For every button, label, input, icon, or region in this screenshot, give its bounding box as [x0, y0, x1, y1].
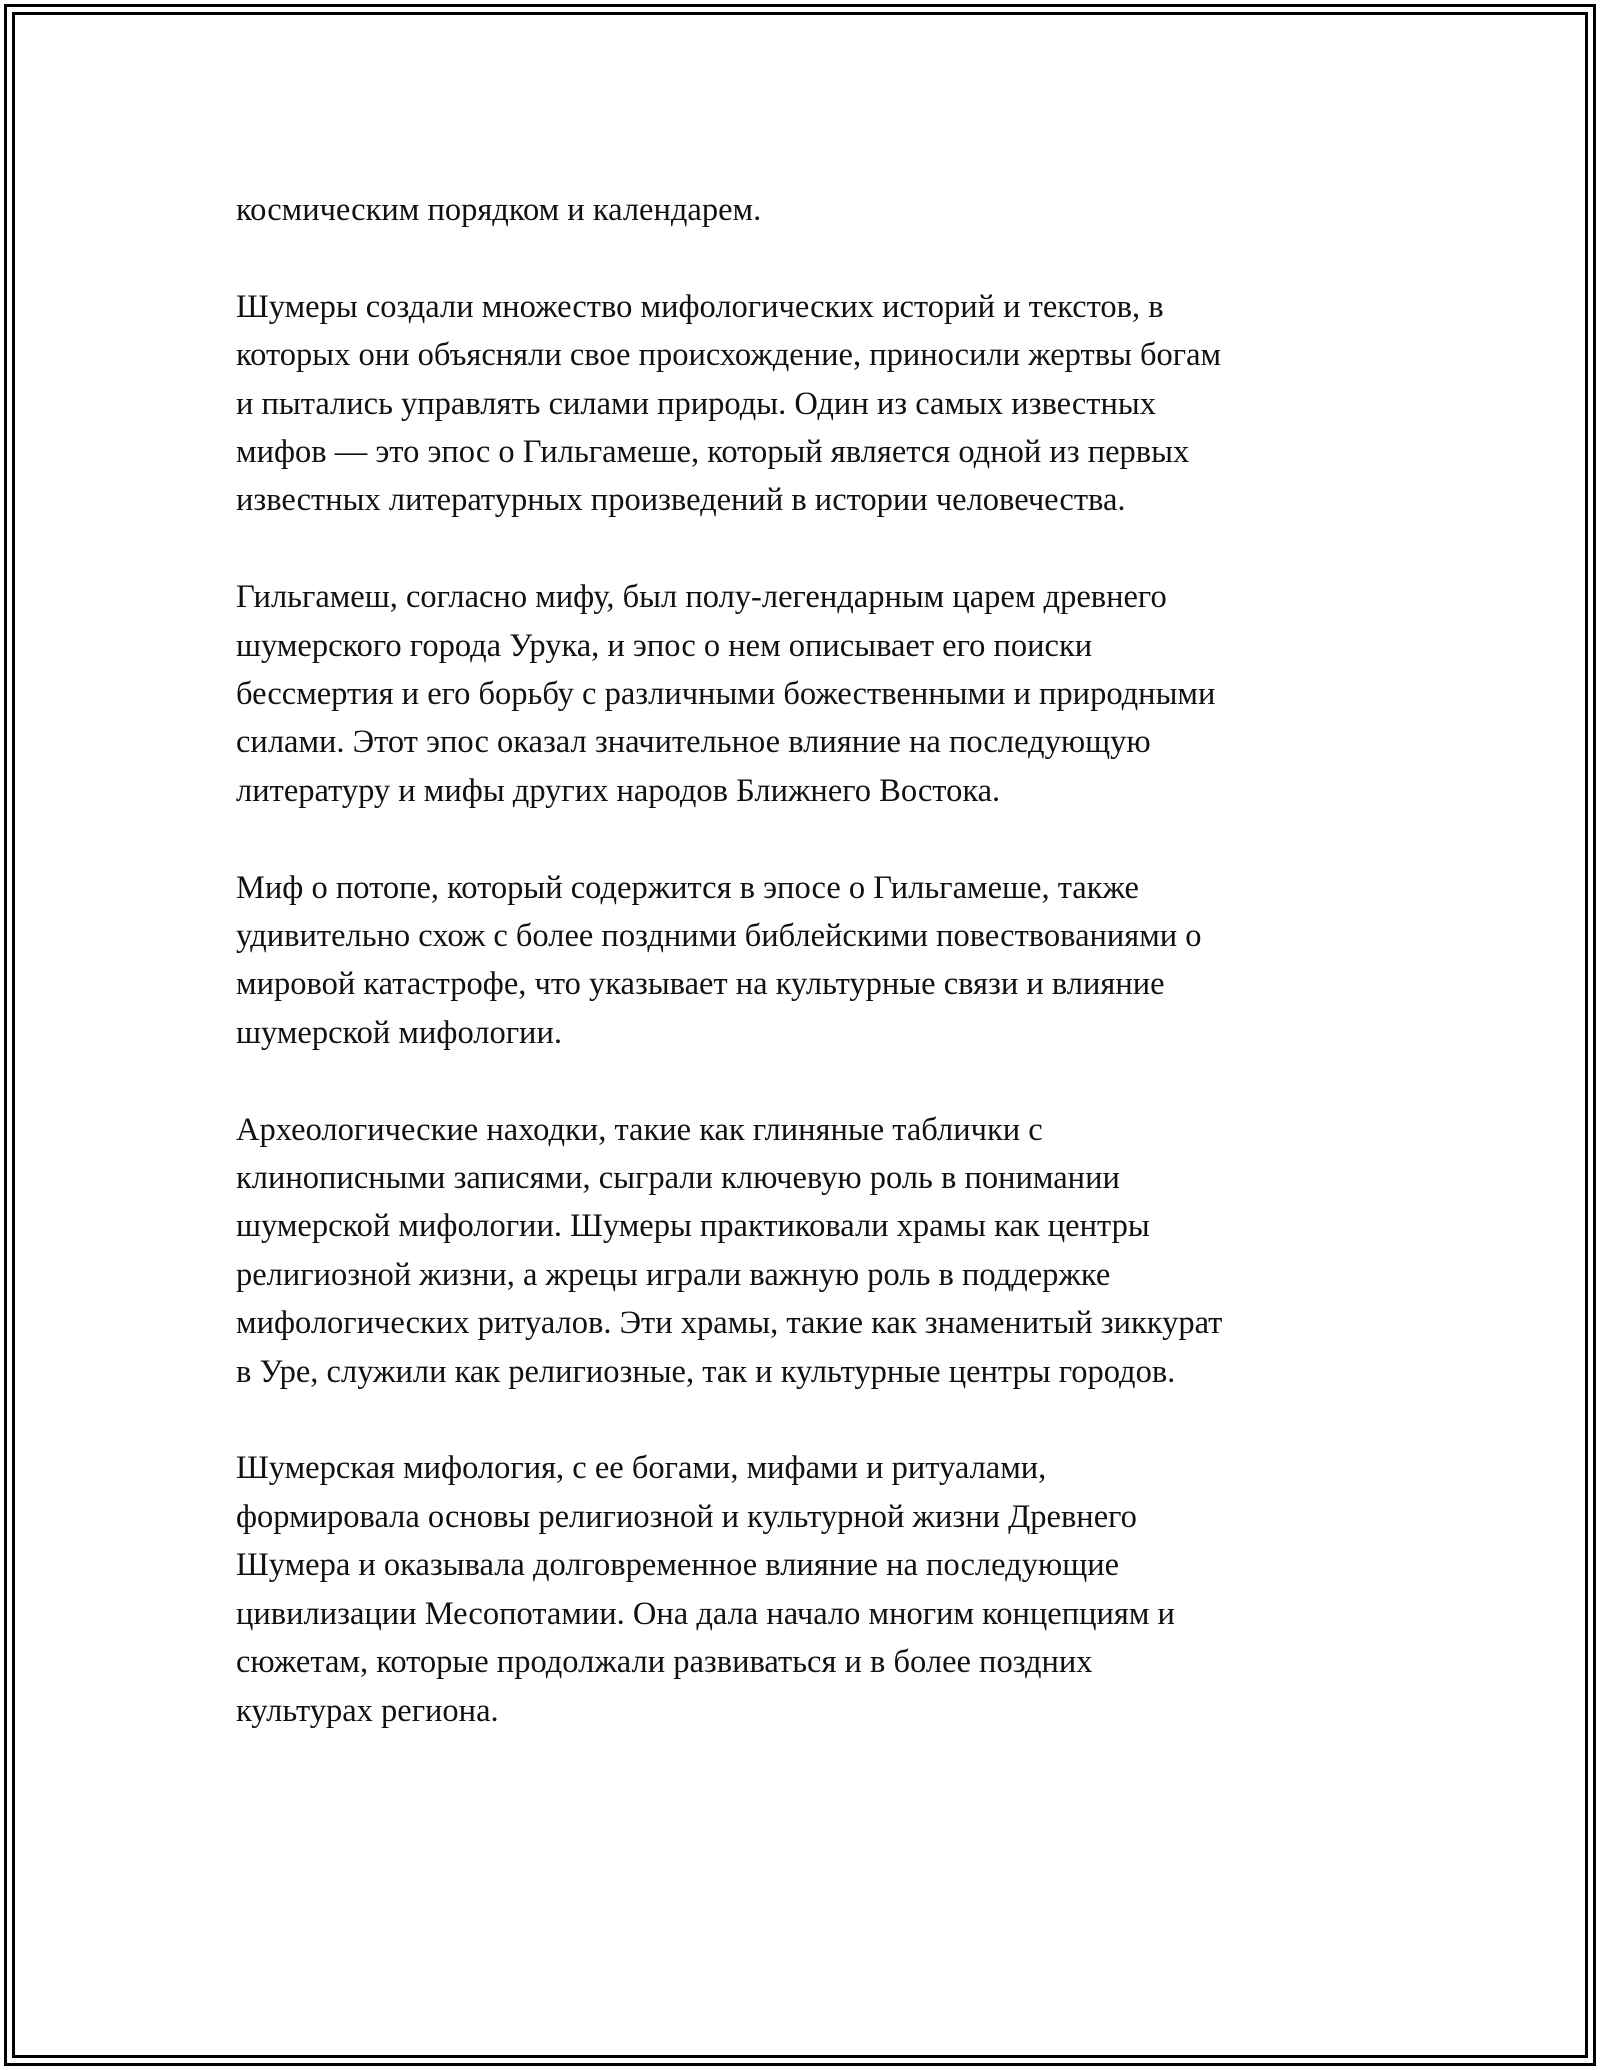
paragraph-4: Миф о потопе, который содержится в эпосе о Гильгамеше, также удивительно схож с более поздними библейскими повествованиями о мировой катастрофе, что указывает на культурные связи и влияние шумерской мифологии.: [236, 869, 1202, 1051]
paragraph-5: Археологические находки, такие как глиняные таблички с клинописными записями, сыграли ключевую роль в понимании шумерской мифологии. Шумеры практиковали храмы как центры религиозной жизни, а жрецы играли важную роль в поддержке мифологических ритуалов. Эти храмы, такие как знаменитый зиккурат в Уре, служили как религиозные, так и культурные центры городов.: [236, 1111, 1223, 1390]
paragraph-3: Гильгамеш, согласно мифу, был полу-легендарным царем древнего шумерского города Урука, и эпос о нем описывает его поиски бессмертия и его борьбу с различными божественными и природными силами. Этот эпос оказал значительное влияние на последующую литературу и мифы других народов Ближнего Востока.: [236, 579, 1216, 809]
paragraph-1: космическим порядком и календарем.: [236, 192, 762, 228]
document-body: [236, 186, 1366, 1735]
paragraph-6: Шумерская мифология, с ее богами, мифами и ритуалами, формировала основы религиозной и культурной жизни Древнего Шумера и оказывала долговременное влияние на последующие цивилизации Месопотамии. Она дала начало многим концепциям и сюжетам, которые продолжали развиваться и в более поздних культурах региона.: [236, 1450, 1175, 1729]
paragraph-2: Шумеры создали множество мифологических историй и текстов, в которых они объясняли свое происхождение, приносили жертвы богам и пытались управлять силами природы. Один из самых известных мифов — это эпос о Гильгамеше, который является одной из первых известных литературных произведений в истории человечества.: [236, 288, 1222, 519]
